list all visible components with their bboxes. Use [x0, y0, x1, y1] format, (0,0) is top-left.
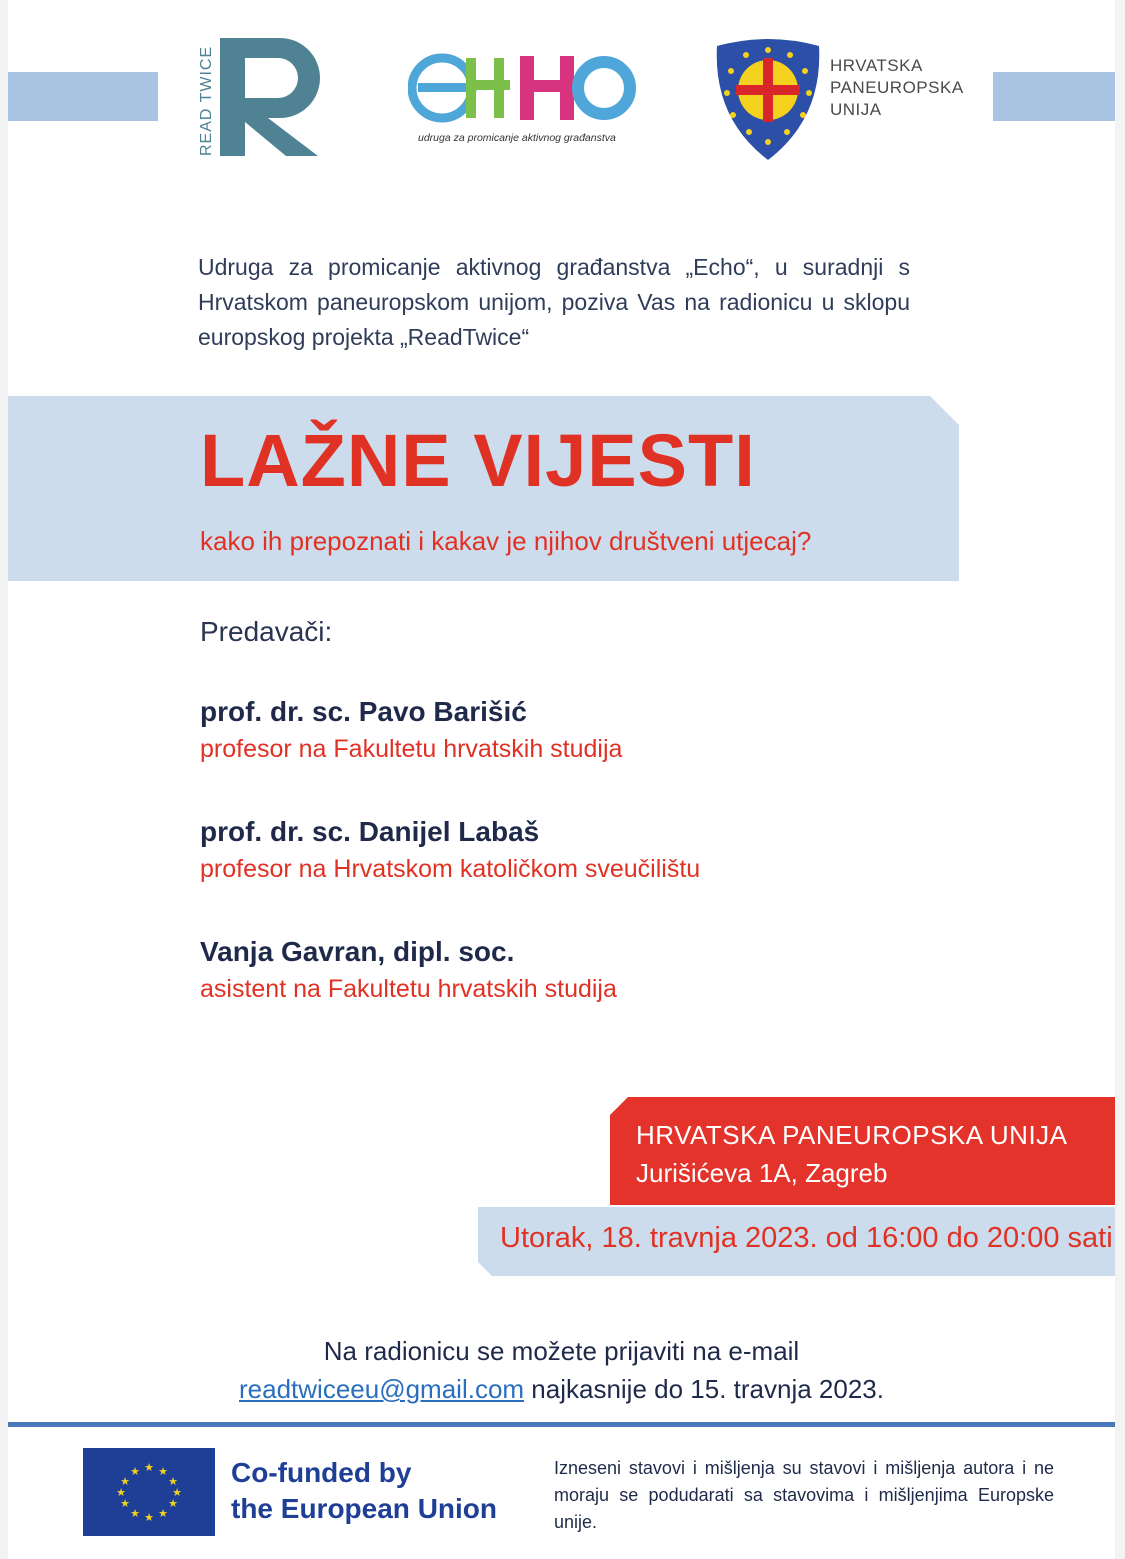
registration-line: Na radionicu se možete prijaviti na e-mail [323, 1336, 800, 1366]
lecturer-role: profesor na Hrvatskom katoličkom sveučilištu [200, 855, 701, 883]
eu-flag-icon [83, 1448, 215, 1536]
hpu-line-2: PANEUROPSKA [830, 78, 964, 97]
disclaimer-text: Izneseni stavovi i mišljenja su stavovi i mišljenja autora i ne moraju se podudarati sa stavovima i mišljenjima Europske unije. [554, 1458, 1054, 1532]
lecturer-name: Vanja Gavran, dipl. soc. [200, 936, 515, 967]
poster [8, 0, 1115, 1559]
svg-text:★: ★ [144, 1461, 154, 1474]
svg-text:★: ★ [172, 1486, 182, 1499]
lecturer-2 [200, 814, 700, 888]
echo-wordmark-icon [408, 52, 640, 124]
readtwice-vertical-text: READ TWICE [198, 45, 215, 156]
event-title: LAŽNE VIJESTI [200, 419, 756, 502]
echo-tagline: udruga za promicanje aktivnog građanstva [418, 132, 616, 144]
cofunded-label [231, 1455, 497, 1527]
event-subtitle: kako ih prepoznati i kakav je njihov društveni utjecaj? [200, 526, 812, 556]
footer-rule [8, 1422, 1115, 1427]
lecturer-1 [200, 694, 622, 768]
cofunded-line-2: the European Union [231, 1493, 497, 1524]
registration-email-line [8, 1374, 1115, 1405]
hpu-line-3: UNIJA [830, 100, 882, 119]
svg-text:★: ★ [144, 1511, 154, 1524]
lecturer-name: prof. dr. sc. Pavo Barišić [200, 696, 527, 727]
readtwice-logo [198, 36, 323, 160]
registration-deadline: najkasnije do 15. travnja 2023. [524, 1374, 884, 1404]
lecturers-heading: Predavači: [200, 616, 333, 647]
echo-logo [408, 52, 648, 152]
readtwice-r-icon [198, 36, 323, 160]
email-link[interactable]: readtwiceeu@gmail.com [239, 1374, 525, 1404]
lecturer-role: profesor na Fakultetu hrvatskih studija [200, 735, 623, 763]
venue-address: Jurišićeva 1A, Zagreb [636, 1158, 888, 1188]
event-date: Utorak, 18. travnja 2023. od 16:00 do 20:00 sati [500, 1222, 1113, 1254]
svg-text:★: ★ [130, 1465, 140, 1478]
svg-text:★: ★ [120, 1475, 130, 1488]
lecturer-role: asistent na Fakultetu hrvatskih studija [200, 975, 617, 1003]
svg-text:★: ★ [130, 1507, 140, 1520]
venue-name: HRVATSKA PANEUROPSKA UNIJA [636, 1120, 1068, 1150]
svg-text:★: ★ [158, 1507, 168, 1520]
lecturer-name: prof. dr. sc. Danijel Labaš [200, 816, 540, 847]
lecturer-3 [200, 934, 617, 1008]
hpu-logo-text [830, 55, 964, 121]
svg-text:★: ★ [116, 1486, 126, 1499]
svg-text:★: ★ [120, 1497, 130, 1510]
svg-text:★: ★ [168, 1475, 178, 1488]
header-bar-right [993, 72, 1115, 121]
intro-paragraph: Udruga za promicanje aktivnog građanstva „Echo“, u suradnji s Hrvatskom paneuropskom unijom, poziva Vas na radionicu u sklopu europskog projekta „ReadTwice“ [198, 254, 910, 350]
svg-text:★: ★ [158, 1465, 168, 1478]
header-bar-left [8, 72, 158, 121]
hpu-shield [713, 38, 823, 162]
svg-text:★: ★ [168, 1497, 178, 1510]
cofunded-line-1: Co-funded by [231, 1457, 412, 1488]
hpu-shield-icon [713, 38, 823, 162]
hpu-line-1: HRVATSKA [830, 56, 923, 75]
